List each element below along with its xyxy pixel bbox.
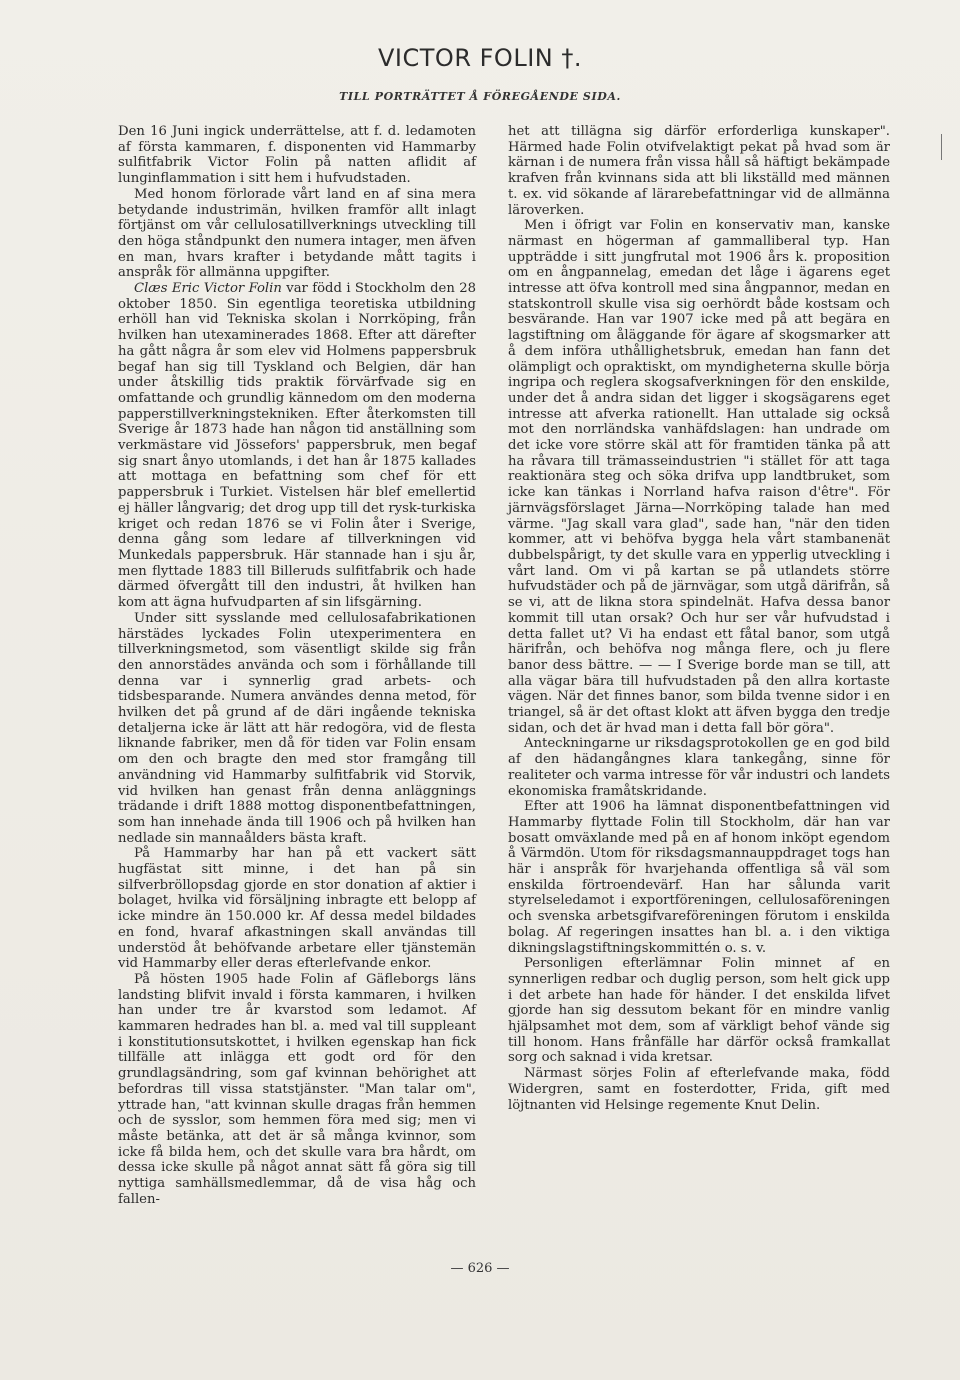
right-column xyxy=(508,124,890,1113)
page-number: — 626 — xyxy=(450,1261,510,1276)
paragraph: het att tillägna sig därför erforderliga kunskaper". Härmed hade Folin otvifvelaktigt pekat på hvad som är kärnan i de numera från vissa håll så häftigt bekämpade krafven från kvinnans sida att bli likställd med männen t. ex. vid sökande af lärarebefattningar vid de allmänna läroverken. xyxy=(508,124,890,218)
paragraph: Med honom förlorade vårt land en af sina mera betydande industrimän, hvilken framför allt inlagt förtjänst om vår cellulosatillverknings utveckling till den höga ståndpunkt den numera intager, men äfven en man, hvars krafter i betydande mått tagits i anspråk för allmänna uppgifter. xyxy=(118,186,476,281)
article-subtitle: TILL PORTRÄTTET Å FÖREGÅENDE SIDA. xyxy=(339,90,621,103)
paragraph: Under sitt sysslande med cellulosafabrikationen härstädes lyckades Folin utexperimentera en tillverkningsmetod, som väsentligt skilde sig från den annorstädes använda och som i förhållande till denna var i synnerlig grad arbets- och tidsbesparande. Numera användes denna metod, för hvilken det på grund af de däri ingående tekniska detaljerna icke är lätt att här redogöra, vid de flesta liknande fabriker, men då för tiden var Folin ensam om den och bragte den med stor framgång till användning vid Hammarby sulfitfabrik vid Storvik, vid hvilken han genast från denna anläggnings trädande i drift 1888 mottog disponentbefattningen, som han innehade ända till 1906 och på hvilken han nedlade sin mannaålders bästa kraft. xyxy=(118,610,476,846)
paragraph: Den 16 Juni ingick underrättelse, att f. d. ledamoten af första kammaren, f. disponenten vid Hammarby sulfitfabrik Victor Folin på natten aflidit af lunginflammation i sitt hem i hufvudstaden. xyxy=(118,124,476,187)
paragraph: På hösten 1905 hade Folin af Gäfleborgs läns landsting blifvit invald i första kammaren, i hvilken han under tre år kvarstod som ledamot. Af kammaren hedrades han bl. a. med val till suppleant i konstitutionsutskottet, i hvilken egenskap han fick tillfälle att inlägga ett godt ord för den grundlagsändring, som gaf kvinnan behörighet att befordras till vissa statstjänster. "Man talar om", yttrade han, "att kvinnan skulle dragas från hemmen och de sysslor, som hemmen föra med sig; men vi måste betänka, att det är så många kvinnor, som icke få bilda hem, och det skulle vara bra hårdt, om dessa icke skulle på något annat sätt få göra sig till nyttiga samhällsmedlemmar, då de visa håg och fallen- xyxy=(118,971,476,1207)
margin-mark xyxy=(941,134,942,160)
paragraph: På Hammarby har han på ett vackert sätt hugfästat sitt minne, i det han på sin silfverbröllopsdag gjorde en stor donation af aktier i bolaget, hvilka vid försäljning inbragte ett belopp af icke mindre än 150.000 kr. Af dessa medel bildades en fond, hvaraf afkastningen skall användas till understöd åt behöfvande arbetare eller tjänstemän vid Hammarby eller deras efterlefvande enkor. xyxy=(118,846,476,972)
article-title: VICTOR FOLIN †. xyxy=(378,44,582,72)
paragraph xyxy=(118,281,476,611)
left-column xyxy=(118,124,476,1208)
paragraph: Närmast sörjes Folin af efterlefvande maka, född Widergren, samt en fosterdotter, Frida, gift med löjtnanten vid Helsinge regemente Knut Delin. xyxy=(508,1066,890,1113)
paragraph: Anteckningarne ur riksdagsprotokollen ge en god bild af den hädangångnes klara tankegång, sinne för realiteter och varma intresse för vår industri och landets ekonomiska framåtskridande. xyxy=(508,736,890,799)
subject-name: Clæs Eric Victor Folin xyxy=(134,281,282,297)
paragraph: Men i öfrigt var Folin en konservativ man, kanske närmast en högerman af gammalliberal typ. Han uppträdde i sitt jungfrutal mot 1906 års k. proposition om en ångpannelag, emedan det låge i ägarens eget intresse att öfva kontroll med sina ångpannor, medan en statskontroll skulle visa sig oerhördt både kostsam och besvärande. Han var 1907 icke med på att begära en lagstiftning om åläggande för ägare af skogsmarker att å dem införa uthållighetsbruk, emedan han fann det olämpligt och opraktiskt, om myndigheterna skulle börja ingripa och reglera skogsafverkningen för den enskilde, under det å andra sidan det ligger i skogsägarens eget intresse att afverka rationellt. Han uttalade sig också mot den norrländska vanhäfdslagen: han undrade om det icke vore större skäl att för framtiden tänka på att ha råvara till trämasseindustrien "i stället för att taga reaktionära steg och söka drifva upp landtbruket, som icke kan tänkas i Norrland hafva raison d'être". För järnvägsförslaget Järna—Norrköping talade han med värme. "Jag skall vara glad", sade han, "när den tiden kommer, att vi behöfva bygga hela vårt stambanenät dubbelspårigt, ty det skulle vara en ypperlig utveckling i vårt land. Om vi på kartan se på utlandets större hufvudstäder och på de järnvägar, som utgå därifrån, så se vi, att de likna stora spindelnät. Hafva dessa banor kommit till utan orsak? Och hur ser vår hufvudstad i detta fallet ut? Vi ha endast ett fåtal banor, som utgå härifrån, och behöfva nog många flere, och ju flere banor dess bättre. — — I Sverige borde man se till, att alla vägar bära till hufvudstaden på den allra kortaste vägen. När det finnes banor, som bilda tvenne sidor i en triangel, så är det oftast klokt att äfven bygga den tredje sidan, och det är hvad man i detta fall bör göra". xyxy=(508,218,890,736)
paragraph-text: var född i Stockholm den 28 oktober 1850. Sin egentliga teoretiska utbildning erhöll han vid Tekniska skolan i Norrköping, från hvilken han utexaminerades 1868. Efter att därefter ha gått några år som elev vid Holmens pappersbruk begaf han sig till Tyskland och Belgien, där han under åtskillig tids praktik förvärfvade sig en omfattande och grundlig kännedom om den moderna papperstillverkningstekniken. Efter återkomsten till Sverige år 1873 hade han någon tid anställning som verkmästare vid Jössefors' pappersbruk, men begaf sig snart ånyo utomlands, i det han år 1875 kallades att mottaga en befattning som chef för ett pappersbruk i Turkiet. Vistelsen här blef emellertid ej häller långvarig; det drog upp till det rysk-turkiska kriget och redan 1876 se vi Folin åter i Sverige, denna gång som ledare af tillverkningen vid Munkedals pappersbruk. Här stannade han i sju år, men flyttade 1883 till Billeruds sulfitfabrik och hade därmed öfvergått till den industri, åt hvilken han kom att ägna hufvudparten af sin lifsgärning. xyxy=(118,281,476,611)
paragraph: Personligen efterlämnar Folin minnet af en synnerligen redbar och duglig person, som helt gick upp i det arbete han hade för händer. I det enskilda lifvet gjorde han sig dessutom bekant för en mindre vanlig hjälpsamhet mot dem, som af värkligt behof vände sig till honom. Hans frånfälle har därför också framkallat sorg och saknad i vida kretsar. xyxy=(508,956,890,1066)
paragraph: Efter att 1906 ha lämnat disponentbefattningen vid Hammarby flyttade Folin till Stockholm, där han var bosatt omväxlande med på en af honom inköpt egendom å Värmdön. Utom för riksdagsmannauppdraget togs han här i anspråk för hvarjehanda offentliga så väl som enskilda förtroendevärf. Han har sålunda varit styrelseledamot i exportföreningen, cellulosaföreningen och svenska arbetsgifvareföreningen förutom i enskilda bolag. Af regeringen insattes han bl. a. i den viktiga dikningslagstiftningskommittén o. s. v. xyxy=(508,799,890,956)
